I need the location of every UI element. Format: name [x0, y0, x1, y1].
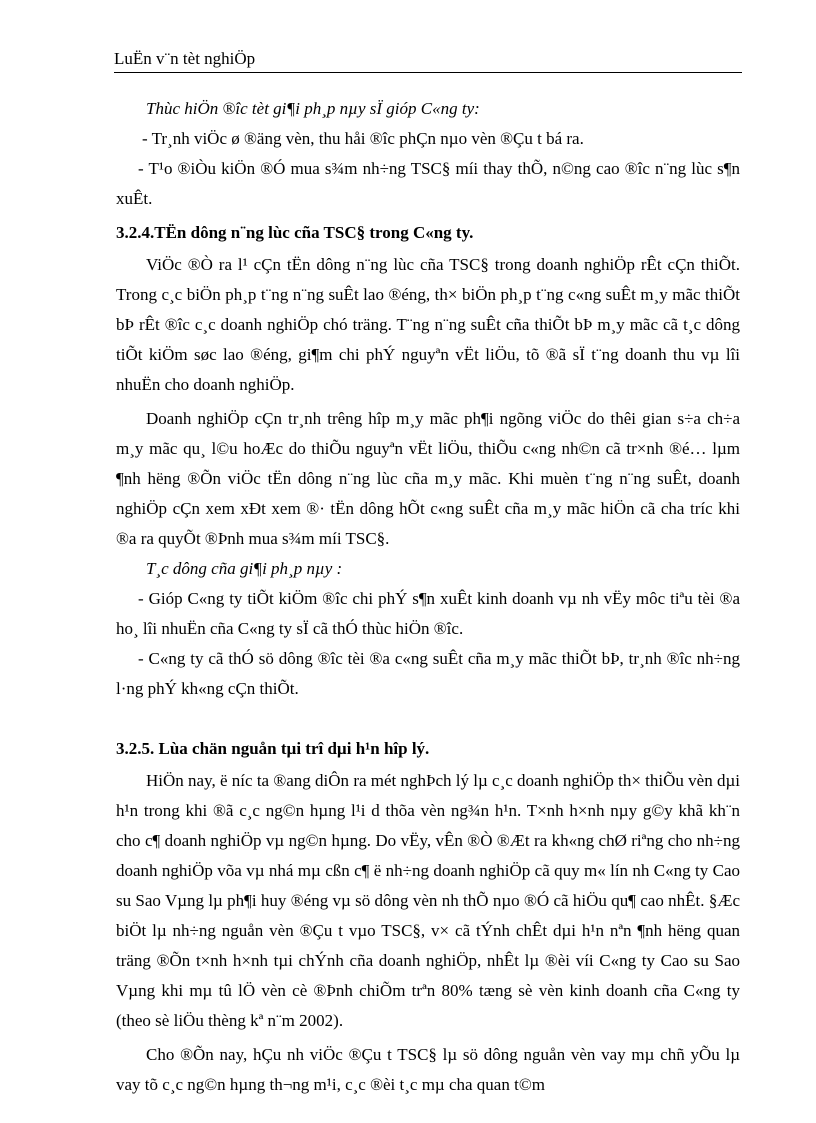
section-heading-3-2-4: 3.2.4.TËn dông n¨ng lùc cña TSC§ trong C«ng ty. — [116, 223, 474, 242]
effect-italic: T¸c dông cña gi¶i ph¸p nµy : — [146, 559, 343, 578]
bullet-item: - C«ng ty cã thÓ sö dông ®îc tèi ®a c«ng suÊt cña m¸y mãc thiÕt bÞ, tr¸nh ®îc nh÷ng l·ng phÝ kh«ng cÇn thiÕt. — [116, 649, 740, 698]
bullet-item: - Tr¸nh viÖc ø ®äng vèn, thu håi ®îc phÇn nµo vèn ®Çu t bá ra. — [142, 129, 584, 148]
paragraph: ViÖc ®Ò ra l¹ cÇn tËn dông n¨ng lùc cña TSC§ trong doanh nghiÖp rÊt cÇn thiÕt. Trong c¸c biÖn ph¸p t¨ng n¨ng suÊt lao ®éng, th× biÖn ph¸p t¨ng c«ng suÊt m¸y mãc thiÕt bÞ rÊt ®îc c¸c doanh nghiÖp chó träng. T¨ng n¨ng suÊt cña thiÕt bÞ m¸y mãc cã t¸c dông tiÕt kiÖm søc lao ®éng, gi¶m chi phÝ nguyªn vËt liÖu, tõ ®ã sÏ t¨ng doanh thu vµ lîi nhuËn cho doanh nghiÖp. — [116, 255, 740, 394]
paragraph: HiÖn nay, ë níc ta ®ang diÔn ra mét nghÞch lý lµ c¸c doanh nghiÖp th× thiÕu vèn dµi h¹n trong khi ®ã c¸c ng©n hµng l¹i d thõa vèn ng¾n h¹n. T×nh h×nh nµy g©y khã kh¨n cho c¶ doanh nghiÖp vµ ng©n hµng. Do vËy, vÊn ®Ò ®Æt ra kh«ng chØ riªng cho nh÷ng doanh nghiÖp võa vµ nhá mµ cßn c¶ ë nh÷ng doanh nghiÖp cã quy m« lín nh C«ng ty Cao su Sao Vµng lµ ph¶i huy ®éng vµ sö dông vèn nh thÕ nµo ®Ó cã hiÖu qu¶ cao nhÊt. §Æc biÖt lµ nh÷ng nguån vèn ®Çu t vµo TSC§, v× cã tÝnh chÊt dµi h¹n nªn ¶nh hëng quan träng ®Õn t×nh h×nh tµi chÝnh cña doanh nghiÖp, nhÊt lµ ®èi víi C«ng ty Cao su Sao Vµng khi mµ tû lÖ vèn cè ®Þnh chiÕm trªn 80% tæng sè vèn kinh doanh cña C«ng ty (theo sè liÖu thèng kª n¨m 2002). — [116, 771, 740, 1030]
intro-italic: Thùc hiÖn ®îc tèt gi¶i ph¸p nµy sÏ gióp C«ng ty: — [146, 99, 480, 118]
bullet-item: - T¹o ®iÒu kiÖn ®Ó mua s¾m nh÷ng TSC§ míi thay thÕ, n©ng cao ®îc n¨ng lùc s¶n xuÊt. — [116, 159, 740, 208]
section-heading-3-2-5: 3.2.5. Lùa chän nguån tµi trî dµi h¹n hîp lý. — [116, 739, 430, 758]
document-body — [116, 94, 740, 1100]
paragraph: Doanh nghiÖp cÇn tr¸nh trêng hîp m¸y mãc ph¶i ngõng viÖc do thêi gian s÷a ch÷a m¸y mãc qu¸ l©u hoÆc do thiÕu nguyªn vËt liÖu, thiÕu c«ng nh©n cã tr×nh ®é… lµm ¶nh hëng ®Õn viÖc tËn dông n¨ng lùc cña m¸y mãc. Khi muèn t¨ng n¨ng suÊt, doanh nghiÖp cÇn xem xÐt xem ®· tËn dông hÕt c«ng suÊt cña m¸y mãc hiÖn cã cha tríc khi ®a ra quyÕt ®Þnh mua s¾m míi TSC§. — [116, 409, 740, 548]
paragraph: Cho ®Õn nay, hÇu nh viÖc ®Çu t TSC§ lµ sö dông nguån vèn vay mµ chñ yÕu lµ vay tõ c¸c ng©n hµng th¬ng m¹i, c¸c ®èi t¸c mµ cha quan t©m — [116, 1045, 740, 1094]
bullet-item: - Gióp C«ng ty tiÕt kiÖm ®îc chi phÝ s¶n xuÊt kinh doanh vµ nh vËy môc tiªu tèi ®a ho¸ lîi nhuËn cña C«ng ty sÏ cã thÓ thùc hiÖn ®îc. — [116, 589, 740, 638]
header-title: LuËn v¨n tèt nghiÖp — [114, 49, 256, 68]
page-header — [114, 48, 742, 73]
